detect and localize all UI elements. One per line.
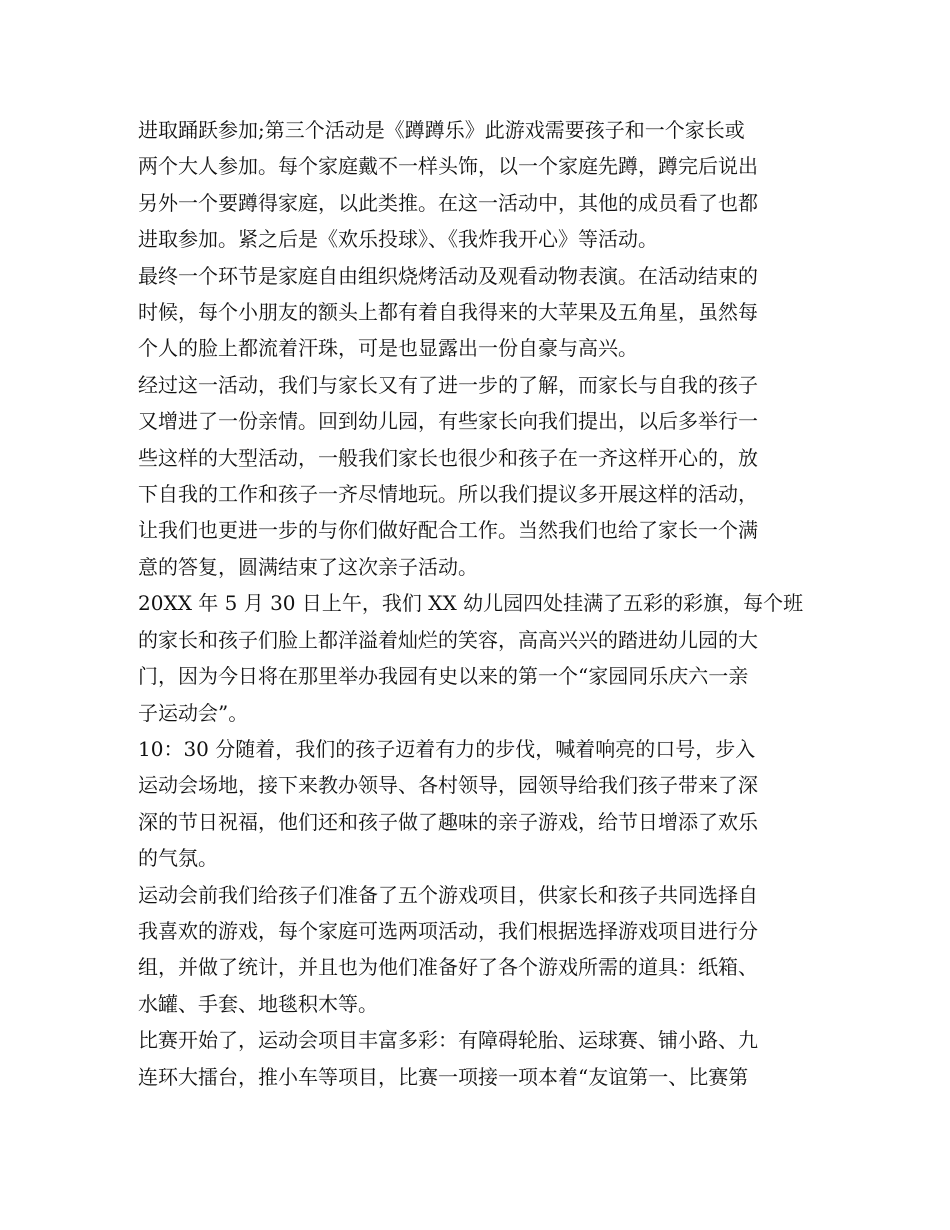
paragraph-3: 经过这一活动，我们与家长又有了进一步的了解，而家长与自我的孩子 又增进了一份亲情。回到幼儿园，有些家长向我们提出，以后多举行一 些这样的大型活动，一般我们家长也很少和孩子在一齐这样开心的，放 下自我的工作和孩子一齐尽情地玩。所以我们提议多开展这样的活动， 让我们也更进一步的与你们做好配合工作。当然我们也给了家长一个满 意的答复，圆满结束了这次亲子活动。: [138, 372, 758, 579]
paragraph-4: 20XX 年 5 月 30 日上午，我们 XX 幼儿园四处挂满了五彩的彩旗，每个班 的家长和孩子们脸上都洋溢着灿烂的笑容，高高兴兴的踏进幼儿园的大 门，因为今日将在那里举办我园有史以来的第一个“家园同乐庆六一亲 子运动会”。: [138, 591, 804, 725]
paragraph-2: 最终一个环节是家庭自由组织烧烤活动及观看动物表演。在活动结束的 时候，每个小朋友的额头上都有着自我得来的大苹果及五角星，虽然每 个人的脸上都流着汗珠，可是也显露出一份自豪与高兴。: [138, 263, 758, 361]
paragraph-7: 比赛开始了，运动会项目丰富多彩：有障碍轮胎、运球赛、铺小路、九 连环大擂台，推小车等项目，比赛一项接一项本着“友谊第一、比赛第: [138, 1028, 758, 1089]
paragraph-6: 运动会前我们给孩子们准备了五个游戏项目，供家长和孩子共同选择自 我喜欢的游戏，每个家庭可选两项活动，我们根据选择游戏项目进行分 组，并做了统计，并且也为他们准备好了各个游戏所需的道具：纸箱、 水罐、手套、地毯积木等。: [138, 882, 758, 1016]
document-body: [138, 112, 818, 1095]
paragraph-1: 进取踊跃参加;第三个活动是《蹲蹲乐》此游戏需要孩子和一个家长或 两个大人参加。每个家庭戴不一样头饰，以一个家庭先蹲，蹲完后说出 另外一个要蹲得家庭，以此类推。在这一活动中，其他的成员看了也都 进取参加。紧之后是《欢乐投球》、《我炸我开心》等活动。: [138, 118, 758, 252]
paragraph-5: 10：30 分随着，我们的孩子迈着有力的步伐，喊着响亮的口号，步入 运动会场地，接下来教办领导、各村领导，园领导给我们孩子带来了深 深的节日祝福，他们还和孩子做了趣味的亲子游戏，给节日增添了欢乐 的气氛。: [138, 736, 758, 871]
